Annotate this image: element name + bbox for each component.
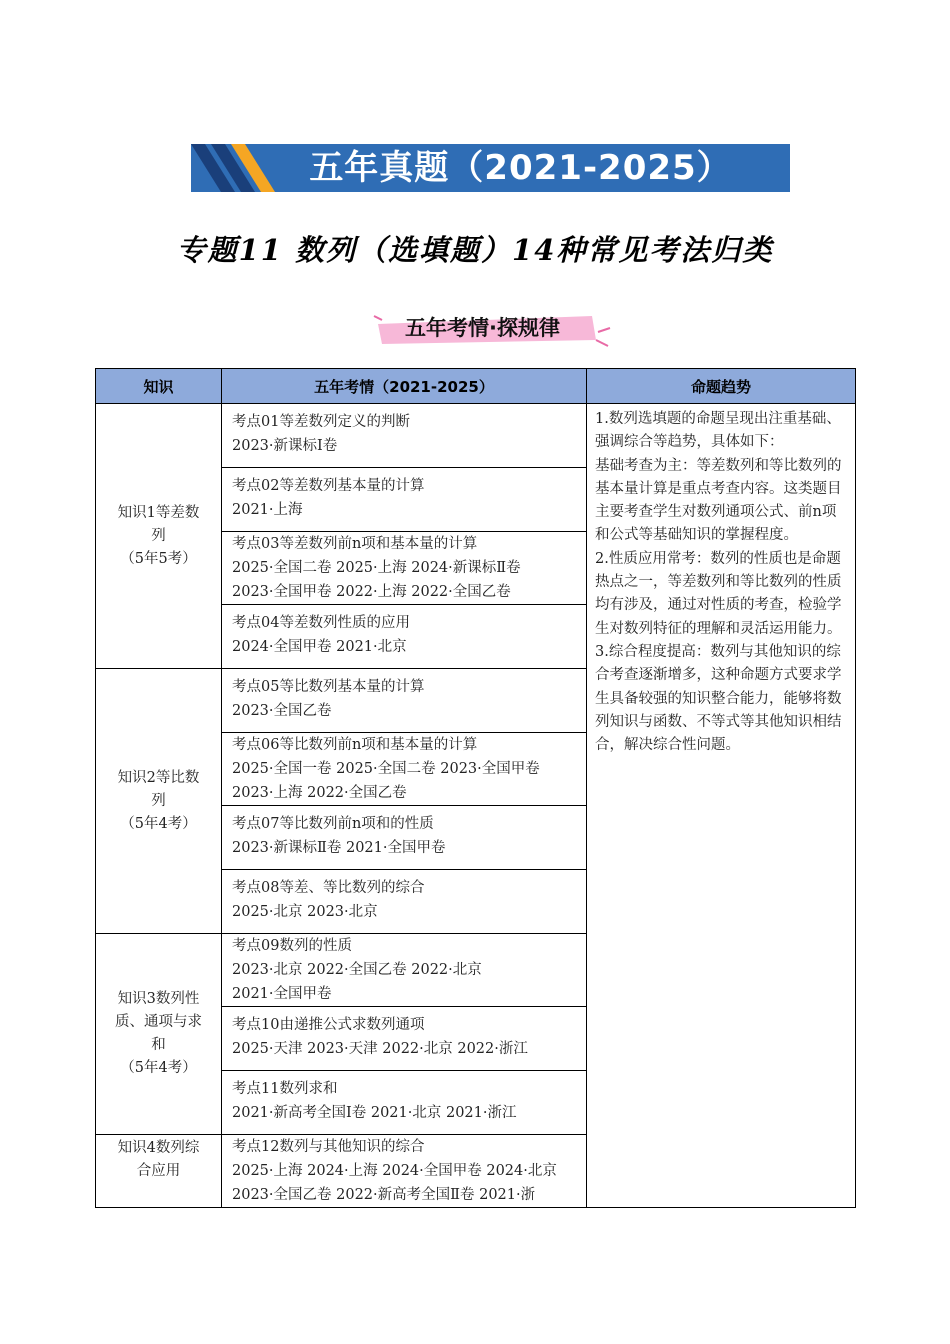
exam-point-title: 考点03等差数列前n项和基本量的计算 (232, 536, 478, 552)
exam-point-years: 2021·全国甲卷 (232, 986, 332, 1002)
exam-point-years: 2023·新课标Ⅱ卷 2021·全国甲卷 (232, 840, 446, 856)
exam-point-cell (222, 733, 587, 806)
exam-point-title: 考点01等差数列定义的判断 (232, 414, 410, 430)
knowledge-line: （5年4考） (120, 1060, 197, 1076)
exam-point-title: 考点12数列与其他知识的综合 (232, 1139, 425, 1155)
exam-point-years: 2023·全国甲卷 2022·上海 2022·全国乙卷 (232, 584, 511, 600)
knowledge-line: 知识4数列综 (117, 1140, 200, 1156)
exam-point-title: 考点09数列的性质 (232, 938, 352, 954)
exam-point-title: 考点11数列求和 (232, 1081, 338, 1097)
exam-point-cell (222, 404, 587, 468)
knowledge-cell (96, 404, 222, 669)
exam-point-years: 2025·北京 2023·北京 (232, 904, 378, 920)
knowledge-cell (96, 1135, 222, 1208)
exam-point-years: 2023·上海 2022·全国乙卷 (232, 785, 407, 801)
knowledge-line: 知识1等差数 (117, 504, 200, 521)
knowledge-cell (96, 669, 222, 934)
exam-point-years: 2025·全国一卷 2025·全国二卷 2023·全国甲卷 (232, 761, 540, 777)
knowledge-line: 合应用 (136, 1163, 181, 1179)
exam-point-cell (222, 934, 587, 1007)
exam-point-years: 2021·新高考全国Ⅰ卷 2021·北京 2021·浙江 (232, 1105, 517, 1121)
trend-paragraph: 基础考查为主：等差数列和等比数列的基本量计算是重点考查内容。这类题目主要考查学生对数列通项公式、前n项和公式等基础知识的掌握程度。 (595, 457, 842, 544)
trend-cell (587, 404, 856, 1208)
exam-point-years: 2025·全国二卷 2025·上海 2024·新课标Ⅱ卷 (232, 560, 521, 576)
knowledge-line: 知识2等比数 (117, 769, 200, 786)
knowledge-line: 质、通项与求 (115, 1014, 202, 1030)
header-banner (191, 144, 790, 192)
knowledge-cell (96, 934, 222, 1135)
exam-point-years: 2024·全国甲卷 2021·北京 (232, 639, 407, 655)
page-title: 专题11 数列（选填题）14种常见考法归类 (176, 233, 774, 267)
exam-point-cell (222, 806, 587, 870)
subtitle-text: 五年考情·探规律 (405, 316, 560, 340)
exam-table (95, 368, 856, 1208)
exam-point-cell (222, 532, 587, 605)
exam-point-years: 2023·全国乙卷 2022·新高考全国Ⅱ卷 2021·浙 (232, 1187, 536, 1203)
knowledge-line: （5年4考） (120, 815, 197, 832)
table-row (96, 404, 856, 468)
exam-point-title: 考点05等比数列基本量的计算 (232, 679, 425, 695)
exam-point-years: 2023·全国乙卷 (232, 703, 332, 719)
exam-point-title: 考点07等比数列前n项和的性质 (232, 816, 434, 832)
exam-point-years: 2021·上海 (232, 502, 303, 518)
exam-point-title: 考点08等差、等比数列的综合 (232, 880, 425, 896)
trend-paragraph: 2.性质应用常考：数列的性质也是命题热点之一，等差数列和等比数列的性质均有涉及，通过对性质的考查，检验学生对数列特征的理解和灵活运用能力。 (595, 550, 842, 637)
exam-point-years: 2025·天津 2023·天津 2022·北京 2022·浙江 (232, 1041, 528, 1057)
trend-paragraph: 1.数列选填题的命题呈现出注重基础、强调综合等趋势，具体如下： (595, 411, 841, 451)
exam-point-years: 2025·上海 2024·上海 2024·全国甲卷 2024·北京 (232, 1163, 557, 1179)
exam-point-cell (222, 605, 587, 669)
knowledge-line: 知识3数列性 (117, 991, 200, 1007)
exam-point-cell (222, 1007, 587, 1071)
section-subtitle (370, 306, 615, 352)
exam-point-cell (222, 1135, 587, 1208)
exam-point-cell (222, 468, 587, 532)
trend-paragraph: 3.综合程度提高：数列与其他知识的综合考查逐渐增多，这种命题方式要求学生具备较强的知识整合能力，能够将数列知识与函数、不等式等其他知识相结合，解决综合性问题。 (595, 643, 842, 754)
exam-point-title: 考点04等差数列性质的应用 (232, 615, 410, 631)
exam-point-cell (222, 870, 587, 934)
knowledge-line: 列 (151, 527, 166, 544)
banner-title: 五年真题（2021-2025） (309, 148, 732, 188)
exam-point-years: 2023·北京 2022·全国乙卷 2022·北京 (232, 962, 482, 978)
exam-point-cell (222, 1071, 587, 1135)
knowledge-line: 列 (151, 792, 166, 809)
header-exam: 五年考情（2021-2025） (222, 369, 587, 404)
table-header-row (96, 369, 856, 404)
knowledge-line: （5年5考） (120, 550, 197, 567)
exam-point-title: 考点02等差数列基本量的计算 (232, 478, 425, 494)
exam-point-years: 2023·新课标Ⅰ卷 (232, 438, 338, 454)
exam-point-cell (222, 669, 587, 733)
knowledge-line: 和 (151, 1037, 166, 1053)
exam-point-title: 考点10由递推公式求数列通项 (232, 1017, 425, 1033)
exam-point-title: 考点06等比数列前n项和基本量的计算 (232, 737, 478, 753)
header-trend: 命题趋势 (587, 369, 856, 404)
header-knowledge: 知识 (96, 369, 222, 404)
